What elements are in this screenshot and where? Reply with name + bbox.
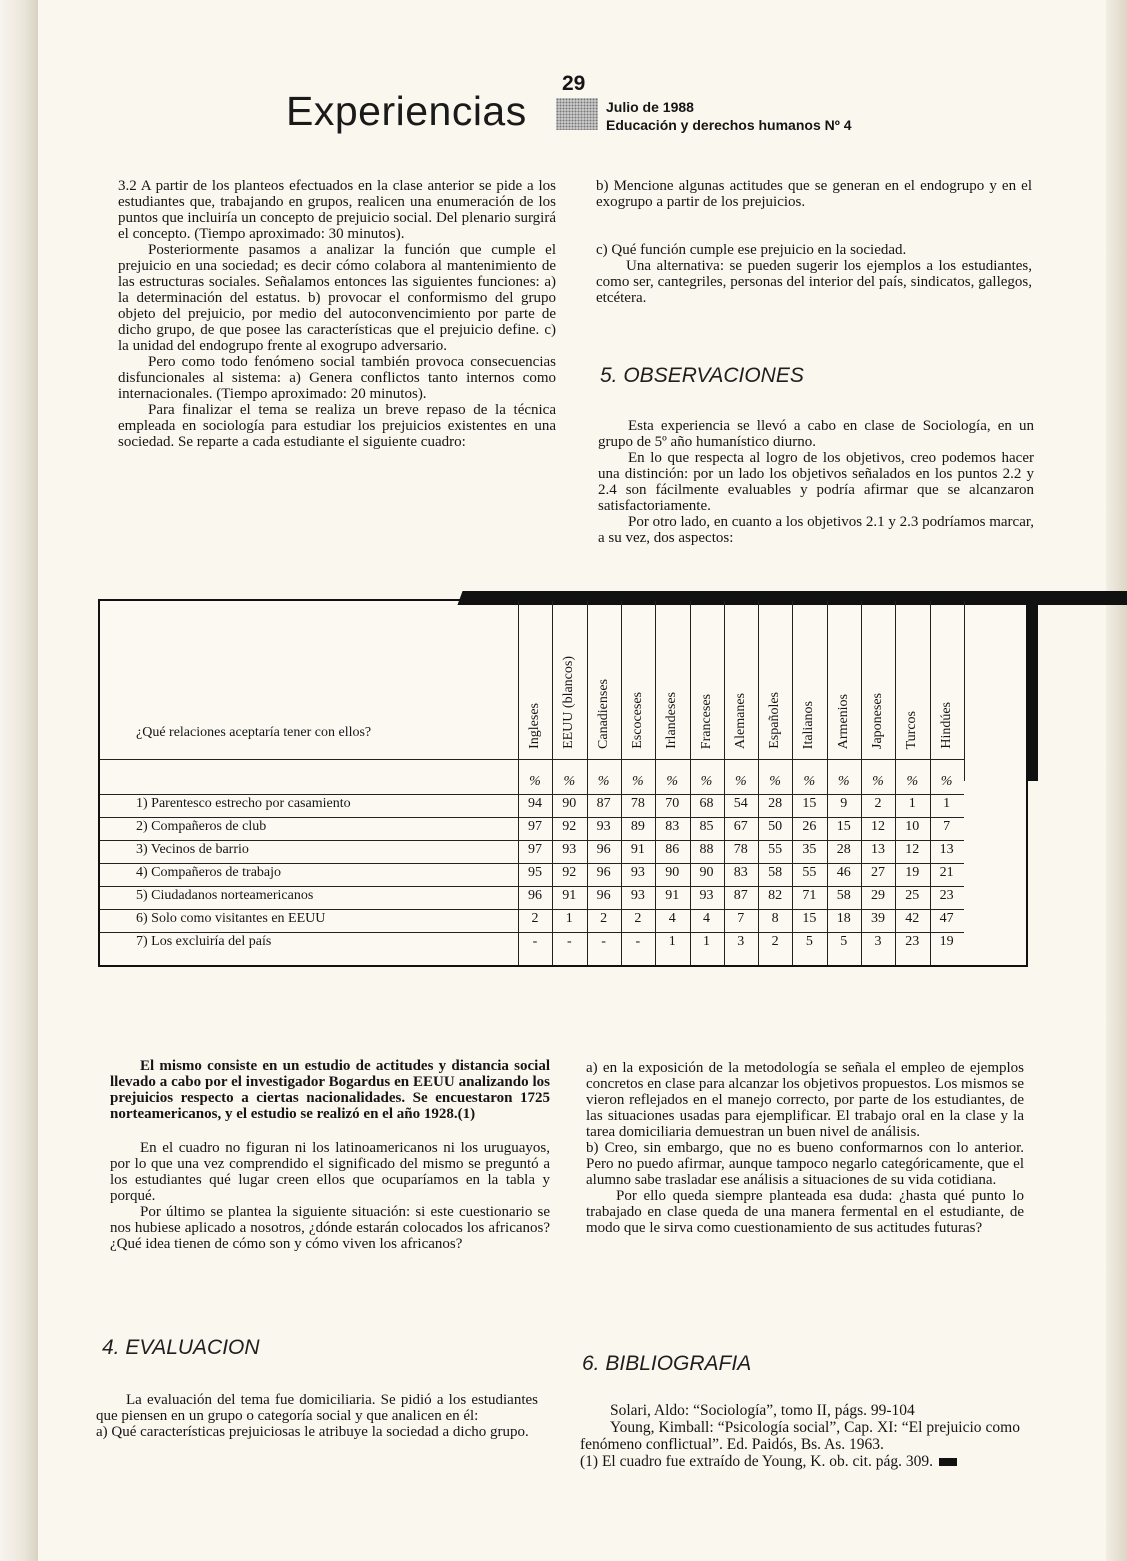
table-cell: 2	[634, 911, 642, 926]
paragraph: En el cuadro no figuran ni los latinoamericanos ni los uruguayos, por lo que una vez comprendido el significado del mismo se preguntó a los estudiantes qué lugar creen ellos que ocuparíamos en la tabla y porqué.	[110, 1140, 550, 1204]
table-cell: 1	[908, 796, 916, 811]
paragraph: a) en la exposición de la metodología se señala el empleo de ejemplos concretos en clase para alcanzar los objetivos propuestos. Los mismos se vieron reflejados en el manejo correcto, por parte de los estudiantes, de las situaciones usadas para ejemplificar. El trabajo oral en la clase y la tarea domiciliaria demuestran un buen nivel de análisis.	[586, 1060, 1024, 1140]
table-cell: 96	[596, 865, 611, 880]
row-label: 1) Parentesco estrecho por casamiento	[136, 796, 351, 811]
table-cell: 15	[836, 819, 851, 834]
paragraph: En lo que respecta al logro de los objetivos, creo podemos hacer una distinción: por un lado los objetivos señalados en los puntos 2.2 y 2.4 son fácilmente evaluables y podría afirmar que se alcanzaron satisfactoriamente.	[598, 450, 1034, 514]
table-row-rule	[100, 909, 964, 910]
page-edge	[1106, 0, 1127, 1561]
unit-label: %	[940, 774, 953, 789]
halftone-box	[556, 98, 598, 130]
table-cell: 9	[840, 796, 848, 811]
table-row-rule	[100, 932, 964, 933]
table-row-rule	[100, 886, 964, 887]
table-cell: 71	[802, 888, 817, 903]
table-cell: 27	[871, 865, 885, 880]
unit-label: %	[597, 774, 610, 789]
paragraph: c) Qué función cumple ese prejuicio en la sociedad.	[596, 242, 907, 258]
table-cell: 28	[768, 796, 783, 811]
page-binding	[0, 0, 38, 1561]
table-cell: 91	[665, 888, 680, 903]
row-label: 7) Los excluiría del país	[136, 934, 272, 949]
column-header: Armenios	[835, 693, 851, 749]
paragraph: Por último se plantea la siguiente situación: si este cuestionario se nos hubiese aplicado a nosotros, ¿dónde estarán colocados los africanos? ¿Qué idea tienen de cómo son y cómo viven los africanos?	[110, 1204, 550, 1252]
bibliography	[580, 1402, 1020, 1470]
issue-publication: Educación y derechos humanos Nº 4	[606, 117, 852, 133]
table-cell: 55	[768, 842, 783, 857]
table-cell: 90	[562, 796, 577, 811]
table-cell: 91	[630, 842, 645, 857]
table-cell: 93	[630, 865, 645, 880]
bottom-left-column-continued	[110, 1140, 550, 1252]
table-cell: 19	[939, 934, 954, 949]
column-header: Turcos	[904, 710, 920, 749]
column-header: Canadienses	[595, 679, 611, 749]
table-cell: 3	[874, 934, 882, 949]
social-distance-table	[98, 599, 1028, 967]
unit-label: %	[666, 774, 679, 789]
paragraph: Una alternativa: se pueden sugerir los ejemplos a los estudiantes, como ser, cantegriles, personas del interior del país, sindicatos, gallegos, etcétera.	[596, 258, 1032, 306]
paragraph: Posteriormente pasamos a analizar la función que cumple el prejuicio en una sociedad; es decir cómo colabora al mantenimiento de las estructuras sociales. Señalamos entonces las siguientes funciones: a) la determinación del estatus. b) provocar el conformismo del grupo objeto del prejuicio, por medio del autoconvencimiento por parte de dicho grupo, de que posee las características que el prejuicio define. c) la unidad del endogrupo frente al exogrupo adversario.	[118, 242, 556, 354]
column-header: EEUU (blancos)	[561, 656, 577, 749]
unit-label: %	[700, 774, 713, 789]
table-cell: 15	[802, 911, 817, 926]
top-left-column	[118, 178, 556, 450]
table-cell: 58	[836, 888, 851, 903]
table-cell: 96	[596, 842, 611, 857]
page-number: 29	[562, 72, 586, 95]
unit-label: %	[734, 774, 747, 789]
table-cell: -	[635, 934, 641, 949]
heading-observaciones: 5. OBSERVACIONES	[600, 364, 804, 387]
table-cell: 78	[630, 796, 645, 811]
top-right-column	[596, 178, 1032, 306]
table-cell: 28	[836, 842, 851, 857]
table-cell: 70	[665, 796, 680, 811]
heading-evaluacion: 4. EVALUACION	[102, 1336, 260, 1359]
table-cell: 2	[771, 934, 779, 949]
unit-label: %	[872, 774, 884, 789]
table-header-rule	[100, 759, 964, 760]
paragraph: Para finalizar el tema se realiza un breve repaso de la técnica empleada en sociología para estudiar los prejuicios existentes en una sociedad. Se reparte a cada estudiante el siguiente cuadro:	[118, 402, 556, 450]
table-cell: 85	[699, 819, 714, 834]
column-header: Japoneses	[870, 693, 885, 749]
unit-label: %	[529, 774, 541, 789]
table-cell: 97	[528, 819, 542, 834]
table-cell: 12	[905, 842, 920, 857]
table-column-rule	[964, 601, 965, 781]
table-cell: 5	[840, 934, 848, 949]
table-cell: 68	[699, 796, 714, 811]
table-cell: 95	[528, 865, 542, 880]
table-cell: 83	[665, 819, 680, 834]
row-label: 2) Compañeros de club	[136, 819, 267, 834]
paragraph: a) Qué características prejuiciosas le atribuye la sociedad a dicho grupo.	[96, 1424, 529, 1440]
column-header: Italianos	[801, 700, 817, 749]
table-row-rule	[100, 840, 964, 841]
unit-label: %	[632, 774, 644, 789]
row-label: 4) Compañeros de trabajo	[136, 865, 282, 880]
table-cell: 89	[630, 819, 645, 834]
table-cell: 58	[768, 865, 783, 880]
bib-entry: Solari, Aldo: “Sociología”, tomo II, págs. 99-104	[610, 1402, 915, 1419]
bottom-right-column	[586, 1060, 1024, 1236]
table-cell: 78	[733, 842, 748, 857]
paragraph: La evaluación del tema fue domiciliaria. Se pidió a los estudiantes que piensen en un grupo o categoría social y que analicen en él:	[96, 1392, 538, 1424]
table-cell: 92	[562, 865, 577, 880]
table-cell: 7	[737, 911, 745, 926]
table-cell: -	[601, 934, 606, 949]
table-cell: 90	[699, 865, 714, 880]
column-header: Franceses	[698, 693, 714, 749]
column-header: Hindúes	[938, 702, 954, 749]
table-cell: 92	[562, 819, 577, 834]
table-cell: 54	[733, 796, 748, 811]
table-cell: 23	[905, 934, 920, 949]
table-cell: 3	[737, 934, 745, 949]
unit-label: %	[563, 774, 576, 789]
table-cell: 19	[905, 865, 920, 880]
table-cell: 7	[943, 819, 951, 834]
paragraph: b) Creo, sin embargo, que no es bueno conformarnos con lo anterior. Pero no puedo afirmar, aunque tampoco negarlo categóricamente, que el alumno sabe trasladar ese análisis a situaciones de su vida cotidiana.	[586, 1140, 1024, 1188]
observaciones-column	[598, 418, 1034, 546]
paragraph: b) Mencione algunas actitudes que se generan en el endogrupo y en el exogrupo a partir de los prejuicios.	[596, 178, 1032, 210]
bottom-left-column	[110, 1058, 550, 1122]
table-cell: 47	[939, 911, 954, 926]
paragraph: Por ello queda siempre planteada esa duda: ¿hasta qué punto lo trabajado en clase queda de una manera fermental en el estudiante, de modo que le sirva como cuestionamiento de sus actitudes futuras?	[586, 1188, 1024, 1236]
table-cell: 21	[939, 865, 954, 880]
bib-entry: Young, Kimball: “Psicología social”, Cap. XI: “El prejuicio como fenómeno conflictual”. Ed. Paidós, Bs. As. 1963.	[580, 1419, 1020, 1453]
paragraph: Esta experiencia se llevó a cabo en clase de Sociología, en un grupo de 5º año humanístico diurno.	[598, 418, 1034, 450]
table-cell: 82	[768, 888, 783, 903]
evaluacion-column	[96, 1392, 538, 1440]
table-cell: 23	[939, 888, 954, 903]
table-cell: 90	[665, 865, 680, 880]
table-cell: 46	[836, 865, 851, 880]
table-cell: 1	[565, 911, 573, 926]
table-cell: -	[566, 934, 572, 949]
column-header: Españoles	[767, 692, 783, 749]
row-label: 3) Vecinos de barrio	[136, 842, 249, 857]
table-cell: 12	[871, 819, 885, 834]
table-cell: 83	[733, 865, 748, 880]
table-cell: 2	[531, 911, 539, 926]
table-cell: 5	[805, 934, 813, 949]
table-cell: 93	[630, 888, 645, 903]
unit-label: %	[803, 774, 816, 789]
table-cell: 1	[668, 934, 676, 949]
table-cell: 88	[699, 842, 714, 857]
table-question: ¿Qué relaciones aceptaría tener con ellos?	[136, 725, 372, 740]
issue-info	[606, 98, 852, 134]
table-cell: 96	[596, 888, 611, 903]
issue-date: Julio de 1988	[606, 99, 694, 115]
table-cell: 50	[768, 819, 783, 834]
table-cell: 67	[733, 819, 748, 834]
unit-label: %	[837, 774, 850, 789]
table-cell: 55	[802, 865, 817, 880]
table-row-rule	[100, 817, 964, 818]
table-cell: 87	[733, 888, 748, 903]
paragraph: Por otro lado, en cuanto a los objetivos 2.1 y 2.3 podríamos marcar, a su vez, dos aspectos:	[598, 514, 1034, 546]
table-row-rule	[100, 863, 964, 864]
row-label: 6) Solo como visitantes en EEUU	[136, 911, 326, 926]
table-cell: 39	[871, 911, 885, 926]
column-header: Ingleses	[527, 703, 542, 749]
table-cell: 13	[939, 842, 954, 857]
table-cell: 4	[668, 911, 676, 926]
row-label: 5) Ciudadanos norteamericanos	[136, 888, 314, 903]
table-cell: 2	[600, 911, 608, 926]
column-header: Escoceses	[629, 692, 645, 749]
table-cell: 93	[562, 842, 577, 857]
table-cell: 13	[871, 842, 885, 857]
section-title: Experiencias	[286, 88, 527, 134]
table-cell: 1	[943, 796, 951, 811]
table-cell: 93	[596, 819, 611, 834]
heading-bibliografia: 6. BIBLIOGRAFIA	[582, 1352, 752, 1375]
table-cell: 29	[871, 888, 885, 903]
table-cell: 8	[771, 911, 779, 926]
table-shadow	[1028, 601, 1038, 781]
table-cell: 91	[562, 888, 577, 903]
table-cell: 86	[665, 842, 680, 857]
table-cell: 96	[528, 888, 542, 903]
column-header: Irlandeses	[664, 692, 680, 749]
table-cell: 25	[905, 888, 920, 903]
table-row-rule	[100, 794, 964, 795]
footnote-text: (1) El cuadro fue extraído de Young, K. ob. cit. pág. 309.	[580, 1453, 933, 1470]
table-cell: 15	[802, 796, 817, 811]
column-header: Alemanes	[732, 693, 748, 749]
table-cell: 18	[836, 911, 851, 926]
bib-entry	[580, 1453, 1020, 1470]
paragraph: El mismo consiste en un estudio de actitudes y distancia social llevado a cabo por el investigador Bogardus en EEUU analizando los prejuicios respecto a ciertas nacionalidades. Se encuestaron 1725 norteamericanos, y el estudio se realizó en el año 1928.(1)	[110, 1058, 550, 1122]
table-cell: -	[532, 934, 538, 949]
table-cell: 42	[905, 911, 920, 926]
table-cell: 93	[699, 888, 714, 903]
table-cell: 2	[874, 796, 882, 811]
table-cell: 1	[703, 934, 710, 949]
table-cell: 10	[905, 819, 920, 834]
paragraph: 3.2 A partir de los planteos efectuados en la clase anterior se pide a los estudiantes que, trabajando en grupos, realicen una enumeración de los puntos que incluiría un concepto de prejuicio social. Del plenario surgirá el concepto. (Tiempo aproximado: 30 minutos).	[118, 178, 556, 242]
table-cell: 4	[703, 911, 710, 926]
unit-label: %	[769, 774, 781, 789]
table-cell: 97	[528, 842, 542, 857]
table-cell: 87	[596, 796, 611, 811]
paragraph: Pero como todo fenómeno social también provoca consecuencias disfuncionales al sistema: a) Genera conflictos tanto internos como internacionales. (Tiempo aproximado: 20 minutos).	[118, 354, 556, 402]
table-cell: 94	[528, 796, 542, 811]
end-mark	[939, 1458, 957, 1466]
table-cell: 26	[802, 819, 817, 834]
unit-label: %	[906, 774, 919, 789]
table-cell: 35	[802, 842, 817, 857]
